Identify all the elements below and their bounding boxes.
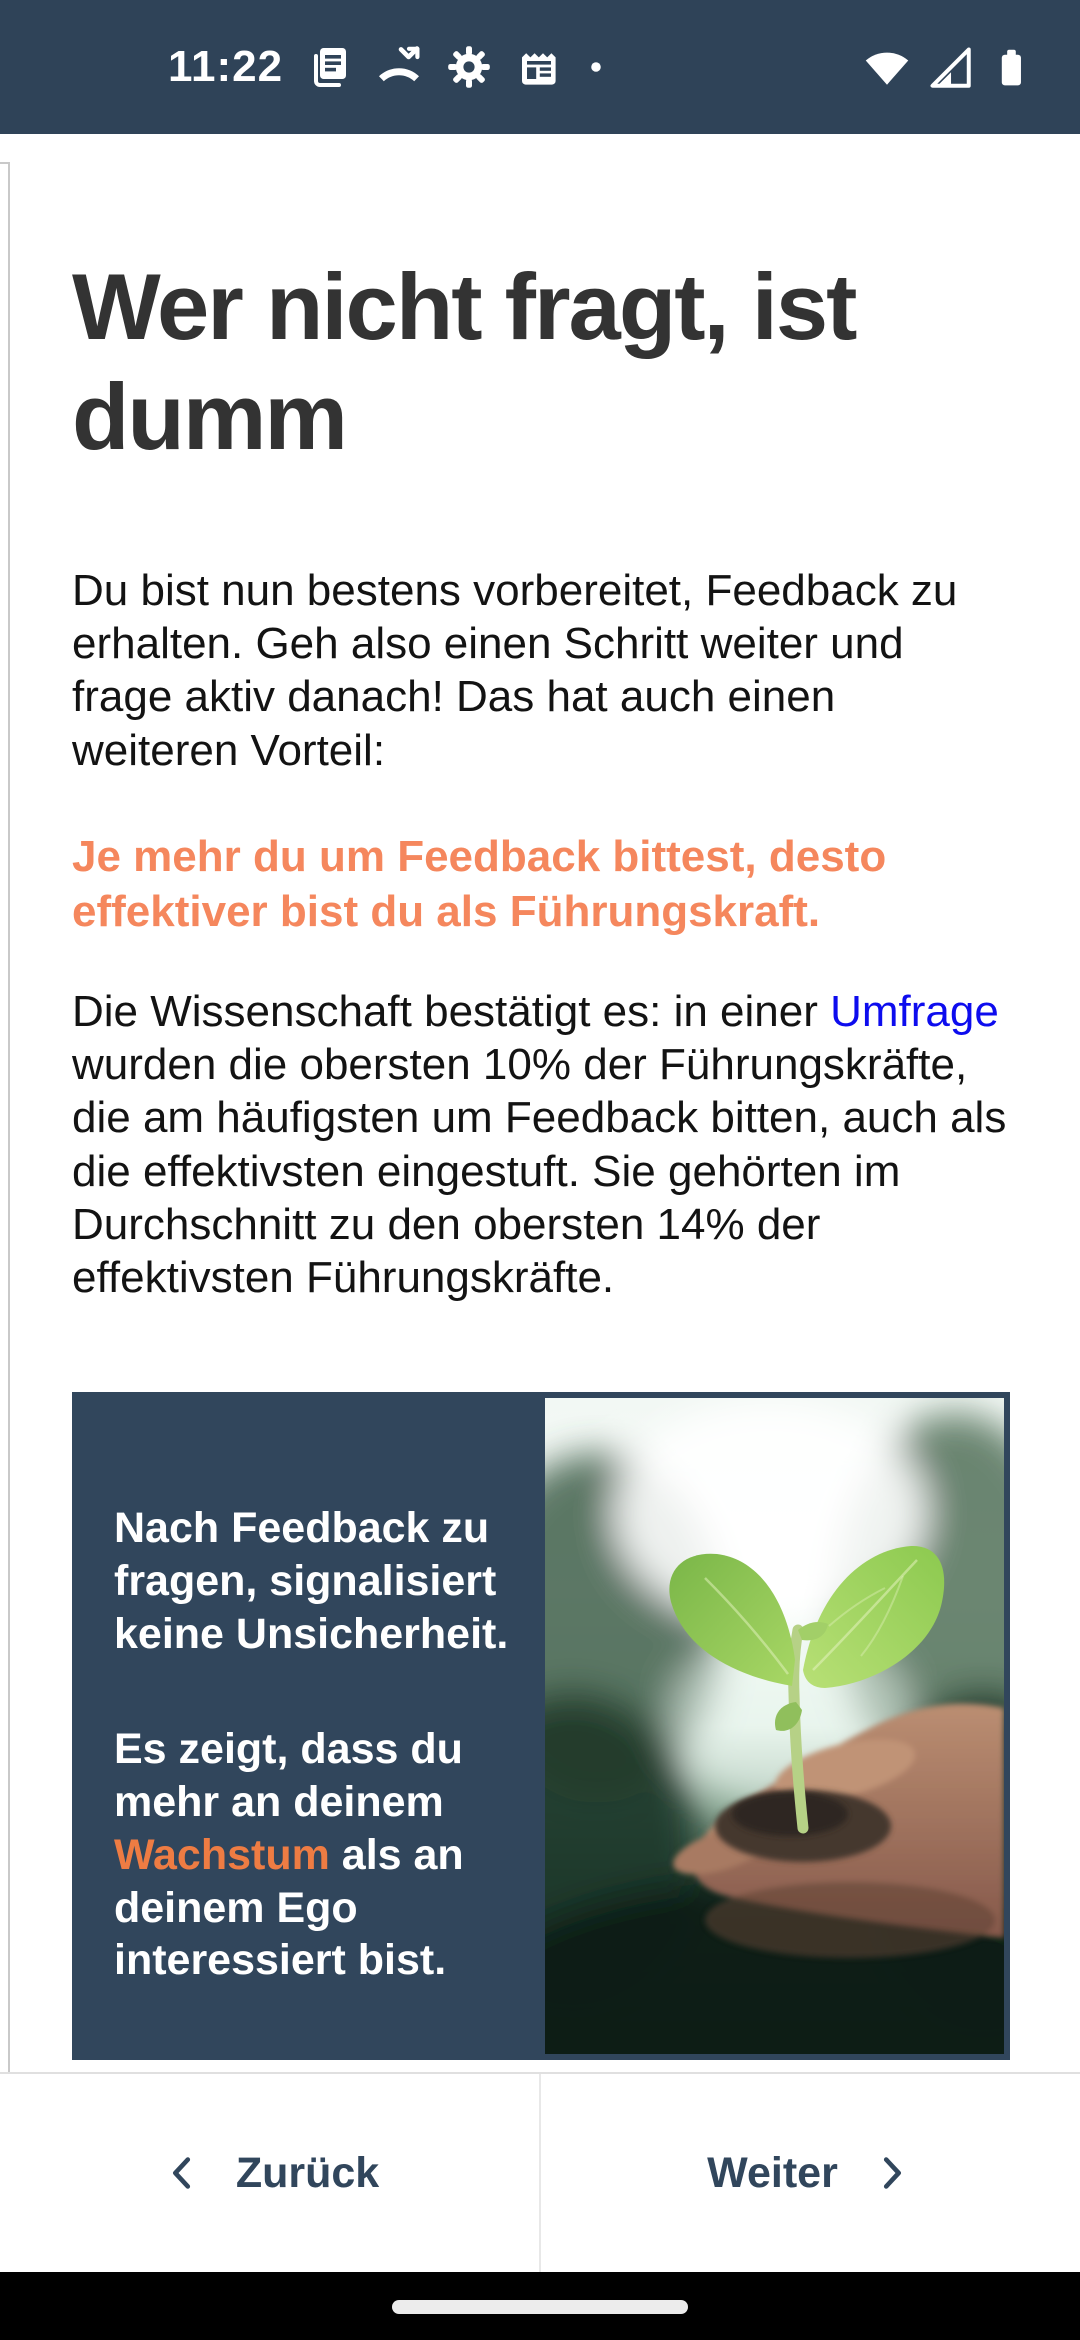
chevron-right-icon <box>868 2150 914 2196</box>
system-navigation-bar <box>0 2272 1080 2340</box>
clock: 11:22 <box>168 42 284 91</box>
back-button[interactable] <box>0 2074 539 2272</box>
cell-signal-icon <box>925 42 975 92</box>
notification-dot-icon <box>585 56 607 78</box>
page-edge-line-horizontal <box>0 162 8 164</box>
wifi-icon <box>862 42 912 92</box>
wachstum-highlight: Wachstum <box>114 1830 330 1879</box>
chevron-left-icon <box>160 2150 206 2196</box>
quote-statement-2 <box>114 1723 521 1987</box>
battery-icon <box>988 41 1034 93</box>
copy-document-icon <box>305 43 353 91</box>
missed-call-icon <box>375 43 423 91</box>
notes-icon <box>515 43 563 91</box>
study-text-pre: Die Wissenschaft bestätigt es: in einer <box>72 986 831 1036</box>
next-button[interactable] <box>541 2074 1080 2272</box>
next-button-label: Weiter <box>707 2148 838 2197</box>
quote-statement-1: Nach Feedback zu fragen, signalisiert keine Unsicherheit. <box>114 1504 509 1659</box>
home-indicator[interactable] <box>392 2300 688 2314</box>
intro-paragraph: Du bist nun bestens vorbereitet, Feedback zu erhalten. Geh also einen Schritt weiter und frage aktiv danach! Das hat auch einen weiteren Vorteil: <box>72 565 958 775</box>
settings-gear-icon <box>445 43 493 91</box>
umfrage-link[interactable]: Umfrage <box>830 986 999 1036</box>
back-button-label: Zurück <box>235 2148 380 2197</box>
pagination-footer <box>0 2072 1080 2272</box>
quote-2-pre: Es zeigt, dass du mehr an deinem <box>114 1724 463 1826</box>
status-bar <box>0 0 1080 134</box>
page-edge-line-vertical <box>8 162 10 2072</box>
quote-card <box>72 1392 1010 2060</box>
study-paragraph <box>72 985 1010 1304</box>
page-title: Wer nicht fragt, ist dumm <box>72 254 856 469</box>
quote-2-post: als an deinem Ego interessiert bist. <box>114 1830 464 1985</box>
status-bar-left <box>168 0 607 134</box>
seedling-photo <box>545 1398 1004 2054</box>
status-bar-right <box>862 0 1034 134</box>
lesson-content <box>72 134 1010 2060</box>
highlight-paragraph: Je mehr du um Feedback bittest, desto effektiver bist du als Führungskraft. <box>72 831 887 936</box>
quote-panel <box>78 1398 545 2054</box>
study-text-post: wurden die obersten 10% der Führungskräfte, die am häufigsten um Feedback bitten, auch als die effektivsten eingestuft. Sie gehörten im Durchschnitt zu den obersten 14% der effektivsten Führungskräfte. <box>72 1040 1007 1303</box>
